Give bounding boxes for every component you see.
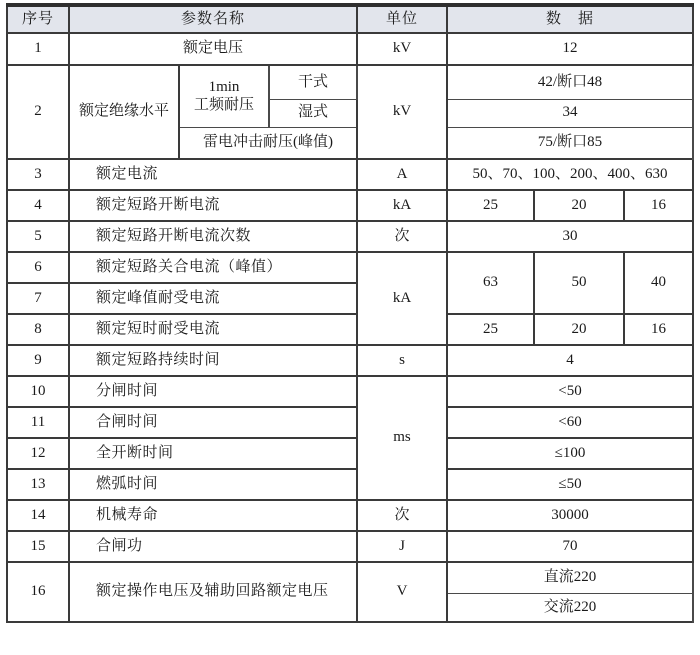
row2-level-label: 额定绝缘水平 xyxy=(69,65,179,159)
header-data: 数 据 xyxy=(447,5,693,33)
row16-unit: V xyxy=(357,562,447,622)
row16-param: 额定操作电压及辅助回路额定电压 xyxy=(69,562,357,622)
row6-param: 额定短路关合电流（峰值） xyxy=(69,252,357,283)
row9-value: 4 xyxy=(447,345,693,376)
header-unit: 单位 xyxy=(357,5,447,33)
row2-freq-label xyxy=(179,65,269,127)
row8-value-2: 20 xyxy=(534,314,624,345)
row14-unit: 次 xyxy=(357,500,447,531)
table-row xyxy=(7,252,693,283)
row2-unit: kV xyxy=(357,65,447,159)
freq-line2: 工频耐压 xyxy=(193,97,254,114)
row13-value: ≤50 xyxy=(447,469,693,500)
row11-no: 11 xyxy=(7,407,69,438)
row15-unit: J xyxy=(357,531,447,562)
table-row xyxy=(7,190,693,221)
row2-dry-label: 干式 xyxy=(269,65,357,99)
row15-no: 15 xyxy=(7,531,69,562)
row9-param: 额定短路持续时间 xyxy=(69,345,357,376)
row4-no: 4 xyxy=(7,190,69,221)
row4-value-2: 20 xyxy=(534,190,624,221)
header-no: 序号 xyxy=(7,5,69,33)
row2-no: 2 xyxy=(7,65,69,159)
table-row xyxy=(7,65,693,99)
row4-value-3: 16 xyxy=(624,190,693,221)
spec-table xyxy=(6,3,694,623)
row2-freq-label-text xyxy=(180,78,268,114)
table-row xyxy=(7,345,693,376)
freq-line1: 1min xyxy=(208,79,240,96)
table-row xyxy=(7,500,693,531)
rows6-7-value-3: 40 xyxy=(624,252,693,314)
row1-unit: kV xyxy=(357,33,447,65)
row2-wet-value: 34 xyxy=(447,99,693,127)
row9-no: 9 xyxy=(7,345,69,376)
row10-param: 分闸时间 xyxy=(69,376,357,407)
table-row xyxy=(7,159,693,190)
row5-param: 额定短路开断电流次数 xyxy=(69,221,357,252)
row10-value: <50 xyxy=(447,376,693,407)
row12-no: 12 xyxy=(7,438,69,469)
row4-param: 额定短路开断电流 xyxy=(69,190,357,221)
row2-impulse-value: 75/断口85 xyxy=(447,127,693,159)
row7-param: 额定峰值耐受电流 xyxy=(69,283,357,314)
table-row xyxy=(7,469,693,500)
row5-no: 5 xyxy=(7,221,69,252)
table-row xyxy=(7,531,693,562)
table-row xyxy=(7,407,693,438)
table-row xyxy=(7,314,693,345)
row16-no: 16 xyxy=(7,562,69,622)
rows10-13-unit: ms xyxy=(357,376,447,500)
table-row xyxy=(7,33,693,65)
row13-no: 13 xyxy=(7,469,69,500)
row16-ac-value: 交流220 xyxy=(447,593,693,622)
row8-no: 8 xyxy=(7,314,69,345)
row12-value: ≤100 xyxy=(447,438,693,469)
table-row xyxy=(7,438,693,469)
row5-value: 30 xyxy=(447,221,693,252)
row3-no: 3 xyxy=(7,159,69,190)
rows6-7-value-2: 50 xyxy=(534,252,624,314)
row16-dc-value: 直流220 xyxy=(447,562,693,593)
row10-no: 10 xyxy=(7,376,69,407)
header-param: 参数名称 xyxy=(69,5,357,33)
row3-value: 50、70、100、200、400、630 xyxy=(447,159,693,190)
table-row xyxy=(7,221,693,252)
row8-param: 额定短时耐受电流 xyxy=(69,314,357,345)
row8-value-3: 16 xyxy=(624,314,693,345)
row14-param: 机械寿命 xyxy=(69,500,357,531)
row2-dry-value: 42/断口48 xyxy=(447,65,693,99)
row15-value: 70 xyxy=(447,531,693,562)
row14-no: 14 xyxy=(7,500,69,531)
row1-value: 12 xyxy=(447,33,693,65)
row15-param: 合闸功 xyxy=(69,531,357,562)
row8-value-1: 25 xyxy=(447,314,534,345)
row2-impulse-label: 雷电冲击耐压(峰值) xyxy=(179,127,357,159)
row3-unit: A xyxy=(357,159,447,190)
row3-param: 额定电流 xyxy=(69,159,357,190)
row13-param: 燃弧时间 xyxy=(69,469,357,500)
row1-no: 1 xyxy=(7,33,69,65)
row14-value: 30000 xyxy=(447,500,693,531)
row4-unit: kA xyxy=(357,190,447,221)
row7-no: 7 xyxy=(7,283,69,314)
row12-param: 全开断时间 xyxy=(69,438,357,469)
row2-wet-label: 湿式 xyxy=(269,99,357,127)
table-header-row xyxy=(7,5,693,33)
table-row xyxy=(7,562,693,593)
rows6-7-value-1: 63 xyxy=(447,252,534,314)
row11-param: 合闸时间 xyxy=(69,407,357,438)
row5-unit: 次 xyxy=(357,221,447,252)
rows6-8-unit: kA xyxy=(357,252,447,345)
row11-value: <60 xyxy=(447,407,693,438)
table-row xyxy=(7,376,693,407)
row6-no: 6 xyxy=(7,252,69,283)
row4-value-1: 25 xyxy=(447,190,534,221)
row1-param: 额定电压 xyxy=(69,33,357,65)
row9-unit: s xyxy=(357,345,447,376)
